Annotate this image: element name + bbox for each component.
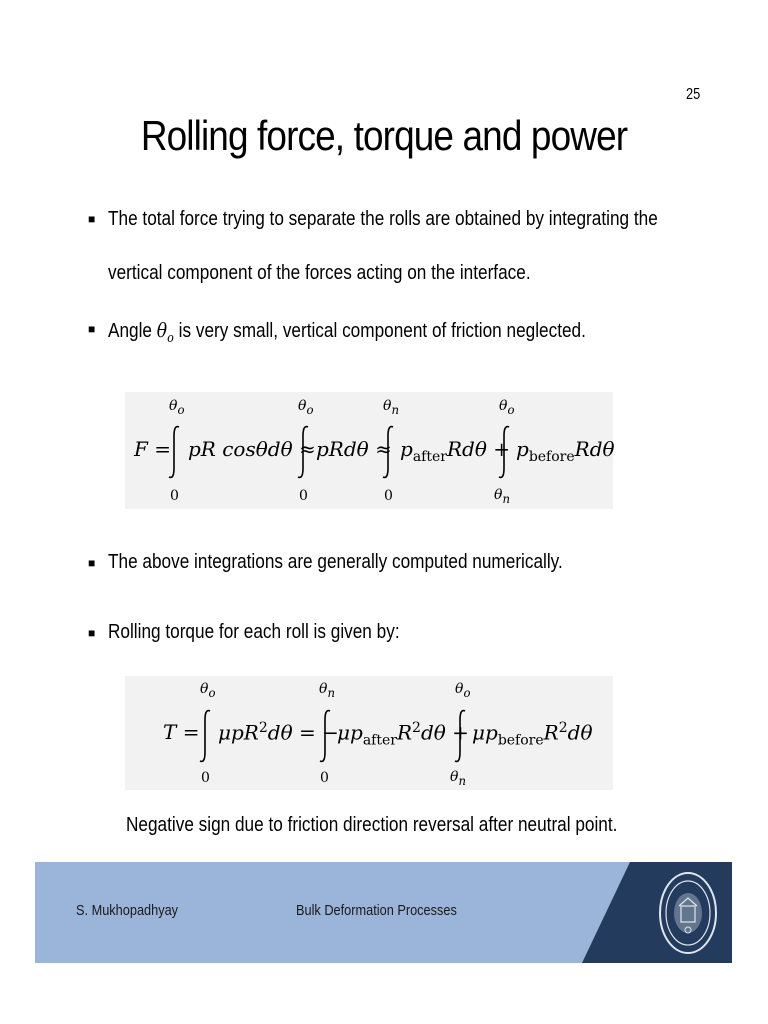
lower-limit: 0 <box>384 488 393 504</box>
bullet-marker: ■ <box>88 212 96 226</box>
lower-limit: 0 <box>170 488 179 504</box>
slide-title: Rolling force, torque and power <box>140 112 628 159</box>
force-term-1: pR cosθdθ ≈ <box>188 437 316 461</box>
upper-limit: $\theta_o$ <box>455 681 471 700</box>
bullet-3: The above integrations are generally computed numerically. <box>108 551 563 573</box>
bullet-marker: ■ <box>88 626 96 640</box>
force-term-2: pRdθ ≈ <box>316 437 392 461</box>
upper-limit: $\theta_n$ <box>319 681 335 700</box>
institute-seal-icon <box>657 868 719 958</box>
integral-sign <box>496 424 512 480</box>
torque-lhs: T = <box>163 720 200 744</box>
integral-sign <box>166 424 182 480</box>
integral-sign <box>452 708 468 764</box>
theta-symbol: θ <box>156 318 168 342</box>
upper-limit: $\theta_o$ <box>499 398 515 417</box>
bullet-1-line-2: vertical component of the forces acting on the interface. <box>108 262 531 284</box>
upper-limit: $\theta_o$ <box>298 398 314 417</box>
bullet-2: Angle $\theta_o$ is very small, vertical component of friction neglected. <box>108 318 586 346</box>
torque-term-2: $\mu p_{after}R^2d\theta$ + <box>337 720 469 749</box>
footer-course: Bulk Deformation Processes <box>296 902 457 919</box>
page-number: 25 <box>686 86 701 103</box>
force-term-3: $p_{after}Rd\theta$ + <box>400 437 510 465</box>
integral-sign <box>197 708 213 764</box>
lower-limit: $\theta_n$ <box>450 769 466 788</box>
upper-limit: $\theta_n$ <box>383 398 399 417</box>
upper-limit: $\theta_o$ <box>169 398 185 417</box>
integral-sign <box>295 424 311 480</box>
bullet-1-line-1: The total force trying to separate the rolls are obtained by integrating the <box>108 208 658 230</box>
note-text: Negative sign due to friction direction reversal after neutral point. <box>126 814 618 836</box>
upper-limit: $\theta_o$ <box>200 681 216 700</box>
footer-author: S. Mukhopadhyay <box>76 902 179 919</box>
bullet-marker: ■ <box>88 322 96 336</box>
bullet-marker: ■ <box>88 556 96 570</box>
lower-limit: $\theta_n$ <box>494 487 510 506</box>
bullet-4: Rolling torque for each roll is given by: <box>108 621 400 643</box>
force-term-4: $p_{before}Rd\theta$ <box>516 437 615 465</box>
integral-sign <box>380 424 396 480</box>
lower-limit: 0 <box>320 770 329 786</box>
lower-limit: 0 <box>201 770 210 786</box>
torque-term-1: μpR$^2$dθ = − <box>218 720 339 745</box>
force-lhs: F = <box>134 437 171 461</box>
integral-sign <box>317 708 333 764</box>
lower-limit: 0 <box>299 488 308 504</box>
torque-term-3: $\mu p_{before}R^2d\theta$ <box>472 720 593 749</box>
